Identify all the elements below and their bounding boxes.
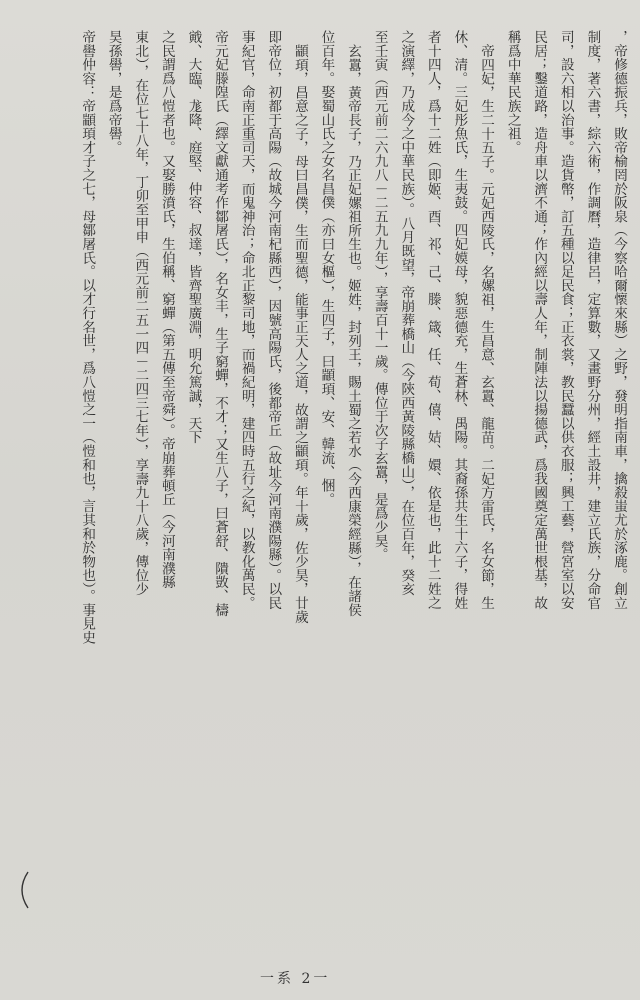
text-column: 事紀官，命南正重司天，而鬼神治；命北正黎司地，而禍紀明，建四時五行之紀，以教化萬民。 <box>238 30 255 610</box>
margin-bracket-mark <box>14 870 32 910</box>
text-column: 稱爲中華民族之祖。 <box>504 30 521 155</box>
text-column: 玄囂，黃帝長子，乃正妃嫘祖所生也。姬姓，封列王，賜土蜀之若水（今西康榮經縣），在諸侯 <box>345 44 362 617</box>
text-column: 帝四妃，生二十五子。元妃西陵氏，名嫘祖，生昌意、玄囂、龍苗。二妃方雷氏，名女節，生 <box>478 44 495 610</box>
text-column: 司，設六相以治事。造貨幣，訂五種以足民食；正衣裳，教民蠶以供衣服；興工藝，營宮室以安 <box>557 30 574 610</box>
text-column: 顓頊，昌意之子，母曰昌僕，生而聖德，能事正天人之道，故謂之顓頊。年十歲，佐少昊，廿歲 <box>291 44 308 624</box>
text-column: 者十四人，爲十二姓（即姬、酉、祁、己、滕、箴、任、荀、僖、姞、嬛、依是也，此十二姓之 <box>424 30 441 610</box>
text-column: 休、清。三妃彤魚氏，生夷鼓。四妃嫫母，貌惡德充，生蒼林、禺陽。其裔孫共生十六子，得姓 <box>451 30 468 610</box>
text-column: 帝元妃滕隍氏（繹文獻通考作鄒屠氏），名女丰，生子窮蟬，不才；又生八子，曰蒼舒、隤敳、檮 <box>212 30 229 617</box>
text-column: 至壬寅（西元前二六九八－二五九九年），享壽百十一歲。傳位于次子玄囂，是爲少昊。 <box>371 30 388 562</box>
text-column: 帝嚳仲容：帝顓頊才子之七，母鄒屠氏。以才行名世，爲八愷之一（愷和也，言其和於物也）。事見史 <box>79 30 96 645</box>
text-column: 戭、大臨、尨降、庭堅、仲容、叔達，皆齊聖廣淵，明允篤誠，天下 <box>185 30 202 444</box>
text-column: 位百年。娶蜀山氏之女名昌僕（亦曰女樞），生四子，曰顓頊、安、韓流、悃。 <box>318 30 335 507</box>
page-number: 一系 2一 <box>260 971 331 987</box>
text-column: ，帝修德振兵，敗帝榆罔於阪泉（今察哈爾懷來縣）之野，發明指南車，擒殺蚩尤於涿鹿。創立 <box>611 30 627 610</box>
text-column: 民居；鑿道路，造舟車以濟不通；作內經以壽人年，制陣法以揚德武，爲我國奠定萬世根基，故 <box>531 30 548 610</box>
text-column: 東北），在位七十八年，丁卯至甲申（西元前二五一四－二四三七年），享壽九十八歲，傳位少 <box>132 30 149 596</box>
text-column: 之民謂爲八愷者也。又娶勝濆氏，生伯稱、窮蟬（第五傳至帝舜）。帝崩葬頓丘（今河南濮縣 <box>158 30 175 589</box>
vertical-text-body <box>12 30 632 960</box>
text-column: 制度，著六書，綜六術，作調曆，造律呂，定算數，又畫野分州，經土設井，建立氏族，分命官 <box>584 30 601 610</box>
text-column: 昊孫嚳，是爲帝嚳。 <box>105 30 122 155</box>
text-column: 之演繹，乃成今之中華民族）。八月既望，帝崩葬橋山（今陝西黃陵縣橋山），在位百年，癸亥 <box>398 30 415 596</box>
text-column: 即帝位，初都于高陽（故城今河南杞縣西），因號高陽氏，後都帝丘（故址今河南濮陽縣）。以民 <box>265 30 282 610</box>
